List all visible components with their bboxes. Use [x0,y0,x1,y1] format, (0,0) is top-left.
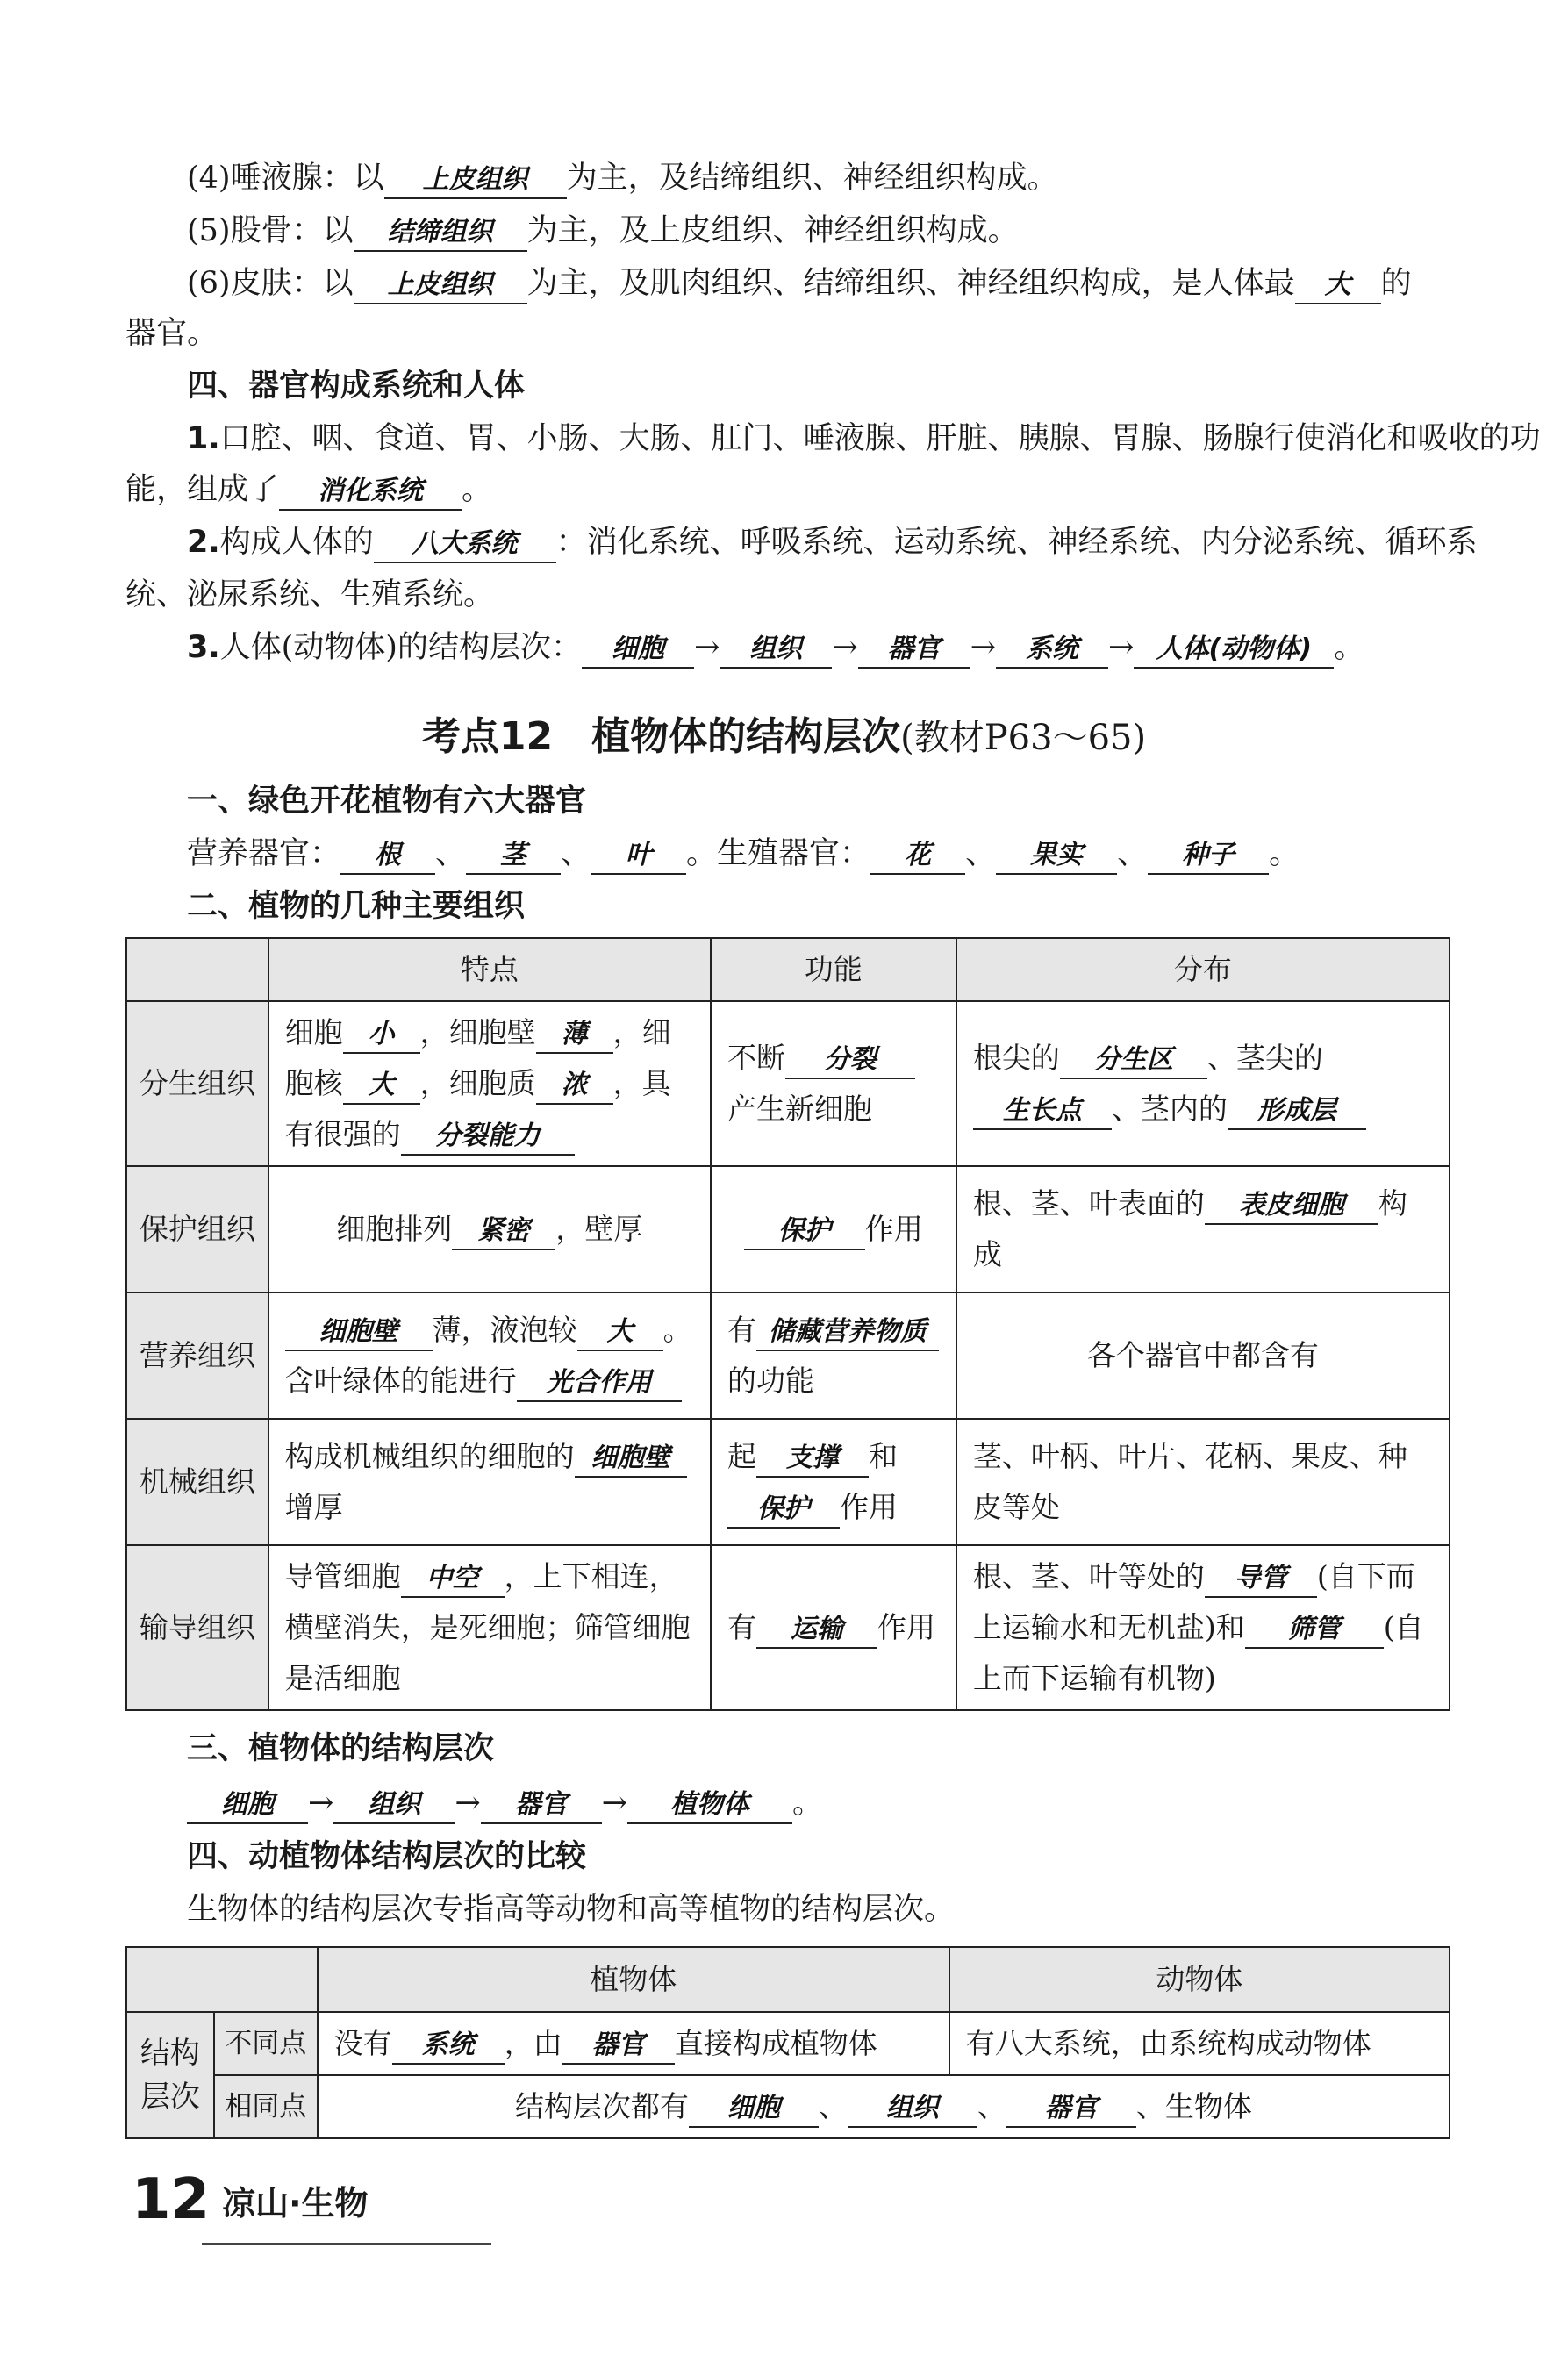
chain-blank[interactable]: 组织 [720,632,832,669]
answer-blank[interactable]: 分裂 [785,1042,915,1079]
row-label: 营养组织 [126,1292,268,1419]
answer-blank[interactable]: 导管 [1205,1561,1317,1598]
chain-blank[interactable]: 系统 [996,632,1108,669]
answer-blank[interactable]: 支撑 [756,1441,869,1478]
answer-blank[interactable]: 保护 [744,1214,865,1250]
paragraph-2: 2.构成人体的 八大系统 ：消化系统、呼吸系统、运动系统、神经系统、内分泌系统、循环系 [125,518,1450,567]
chain-blank[interactable]: 人体(动物体) [1134,632,1334,669]
arrow-icon: → [308,1786,334,1821]
arrow-icon: → [970,630,996,665]
six-organs-line: 营养器官： 根 、 茎 、 叶 。生殖器官： 花 、 果实 、 种子 。 [187,829,1450,878]
chain-blank[interactable]: 植物体 [627,1787,792,1824]
answer-blank[interactable]: 浓 [536,1068,613,1105]
feature-cell: 细胞排列 紧密 ，壁厚 [268,1166,711,1292]
answer-blank[interactable]: 薄 [536,1017,613,1054]
table-header: 特点 [268,938,711,1001]
answer-blank[interactable]: 小 [343,1017,420,1054]
table-row [126,1292,1450,1419]
answer-blank[interactable]: 茎 [466,838,561,875]
distribution-cell: 根、茎、叶等处的 导管 (自下而上运输水和无机盐)和 筛管 (自上而下运输有机物) [956,1545,1450,1710]
answer-blank[interactable]: 器官 [562,2028,675,2065]
answer-blank[interactable]: 八大系统 [374,526,556,563]
answer-blank[interactable]: 消化系统 [279,474,462,511]
feature-cell: 细胞 小 ，细胞壁 薄 ，细胞核 大 ，细胞质 浓 ，具有很强的 分裂能力 [268,1001,711,1166]
table-header-row [126,938,1450,1001]
row-group-label: 结构层次 [126,2012,214,2138]
plant-tissue-table [125,937,1450,1711]
function-cell: 起 支撑 和 保护 作用 [711,1419,956,1545]
answer-blank[interactable]: 系统 [392,2028,505,2065]
table-header: 动物体 [949,1947,1450,2012]
chain-blank[interactable]: 器官 [481,1787,602,1824]
paragraph-1: 1.口腔、咽、食道、胃、小肠、大肠、肛门、唾液腺、肝脏、胰腺、胃腺、肠腺行使消化和吸收的功 [187,421,1541,456]
row-label: 相同点 [214,2075,318,2138]
intro-text: 生物体的结构层次专指高等动物和高等植物的结构层次。 [187,1892,956,1927]
distribution-cell: 茎、叶柄、叶片、花柄、果皮、种皮等处 [956,1419,1450,1545]
table-row [126,1545,1450,1710]
row-label: 保护组织 [126,1166,268,1292]
function-cell: 保护 作用 [711,1166,956,1292]
row-label: 输导组织 [126,1545,268,1710]
answer-blank[interactable]: 花 [870,838,965,875]
answer-blank[interactable]: 组织 [848,2091,977,2128]
feature-cell: 细胞壁 薄，液泡较 大 。含叶绿体的能进行 光合作用 [268,1292,711,1419]
answer-blank[interactable]: 根 [340,838,435,875]
table-header-corner [126,938,268,1001]
answer-blank[interactable]: 大 [577,1314,663,1351]
arrow-icon: → [693,630,720,665]
table-row [126,1166,1450,1292]
table-header: 植物体 [318,1947,949,2012]
function-cell: 有 运输 作用 [711,1545,956,1710]
table-row [126,2075,1450,2138]
same-cell: 结构层次都有 细胞 、 组织 、 器官 、生物体 [318,2075,1450,2138]
table-row [126,1419,1450,1545]
item-skin: (6)皮肤：以 上皮组织 为主，及肌肉组织、结缔组织、神经组织构成，是人体最 大 的 [125,259,1450,308]
answer-blank[interactable]: 分生区 [1060,1042,1207,1079]
subsection-heading: 一、绿色开花植物有六大器官 [187,784,587,819]
table-row [126,2012,1450,2075]
table-header-corner [126,1947,318,2012]
answer-blank[interactable]: 种子 [1148,838,1269,875]
footer-rule [202,2243,491,2245]
table-row [126,1001,1450,1166]
section-heading: 四、器官构成系统和人体 [187,369,526,404]
section-title: 考点12 植物体的结构层次(教材P63～65) [421,714,1147,759]
function-cell: 有 储藏营养物质的功能 [711,1292,956,1419]
paragraph-2-cont: 统、泌尿系统、生殖系统。 [125,577,495,612]
answer-blank[interactable]: 光合作用 [517,1365,682,1402]
item-skin-cont: 器官。 [125,316,218,351]
arrow-icon: → [832,630,858,665]
paragraph-3: 3.人体(动物体)的结构层次： 细胞 → 组织 → 器官 → 系统 → 人体(动物体) 。 [125,623,1450,672]
answer-blank[interactable]: 细胞壁 [575,1441,687,1478]
answer-blank[interactable]: 结缔组织 [354,215,527,252]
answer-blank[interactable]: 表皮细胞 [1205,1188,1378,1225]
subsection-heading: 三、植物体的结构层次 [187,1731,495,1766]
table-header-row [126,1947,1450,2012]
plant-hierarchy-chain: 细胞 → 组织 → 器官 → 植物体 。 [187,1779,1450,1828]
subsection-heading: 四、动植物体结构层次的比较 [187,1839,587,1874]
answer-blank[interactable]: 细胞 [689,2091,819,2128]
distribution-cell: 根、茎、叶表面的 表皮细胞 构成 [956,1166,1450,1292]
feature-cell: 导管细胞 中空 ，上下相连，横壁消失，是死细胞；筛管细胞是活细胞 [268,1545,711,1710]
answer-blank[interactable]: 细胞壁 [285,1314,433,1351]
distribution-cell: 根尖的 分生区 、茎尖的生长点 、茎内的 形成层 [956,1001,1450,1166]
item-salivary-gland: (4)唾液腺：以 上皮组织 为主，及结缔组织、神经组织构成。 [125,154,1450,203]
answer-blank[interactable]: 运输 [756,1612,877,1649]
answer-blank[interactable]: 大 [1295,268,1381,304]
answer-blank[interactable]: 紧密 [452,1214,555,1250]
answer-blank[interactable]: 叶 [591,838,686,875]
row-label: 不同点 [214,2012,318,2075]
answer-blank[interactable]: 保护 [727,1492,840,1529]
comparison-table [125,1946,1450,2139]
chain-blank[interactable]: 器官 [858,632,970,669]
table-header: 功能 [711,938,956,1001]
answer-blank[interactable]: 生长点 [973,1093,1112,1130]
answer-blank[interactable]: 分裂能力 [401,1119,575,1156]
plant-diff-cell: 没有 系统 ，由 器官 直接构成植物体 [318,2012,949,2075]
answer-blank[interactable]: 大 [343,1068,420,1105]
answer-blank[interactable]: 中空 [401,1561,505,1598]
subsection-heading: 二、植物的几种主要组织 [187,889,526,924]
animal-diff-cell: 有八大系统，由系统构成动物体 [949,2012,1450,2075]
table-header: 分布 [956,938,1450,1001]
row-label: 分生组织 [126,1001,268,1166]
answer-blank[interactable]: 筛管 [1245,1612,1384,1649]
book-label: 凉山·生物 [222,2183,369,2223]
feature-cell: 构成机械组织的细胞的 细胞壁增厚 [268,1419,711,1545]
answer-blank[interactable]: 上皮组织 [384,162,567,199]
row-label: 机械组织 [126,1419,268,1545]
arrow-icon: → [601,1786,627,1821]
answer-blank[interactable]: 果实 [996,838,1117,875]
answer-blank[interactable]: 器官 [1006,2091,1136,2128]
answer-blank[interactable]: 上皮组织 [354,268,527,304]
chain-blank[interactable]: 组织 [333,1787,455,1824]
page-number: 12 [132,2167,211,2232]
item-femur: (5)股骨：以 结缔组织 为主，及上皮组织、神经组织构成。 [125,206,1450,255]
chain-blank[interactable]: 细胞 [187,1787,308,1824]
paragraph-1-cont: 能，组成了 消化系统 。 [125,465,1450,514]
distribution-cell: 各个器官中都含有 [956,1292,1450,1419]
answer-blank[interactable]: 储藏营养物质 [756,1314,939,1351]
page-footer [132,2167,369,2232]
function-cell: 不断 分裂 产生新细胞 [711,1001,956,1166]
arrow-icon: → [1107,630,1135,665]
answer-blank[interactable]: 形成层 [1228,1093,1366,1130]
chain-blank[interactable]: 细胞 [582,632,694,669]
arrow-icon: → [455,1786,481,1821]
